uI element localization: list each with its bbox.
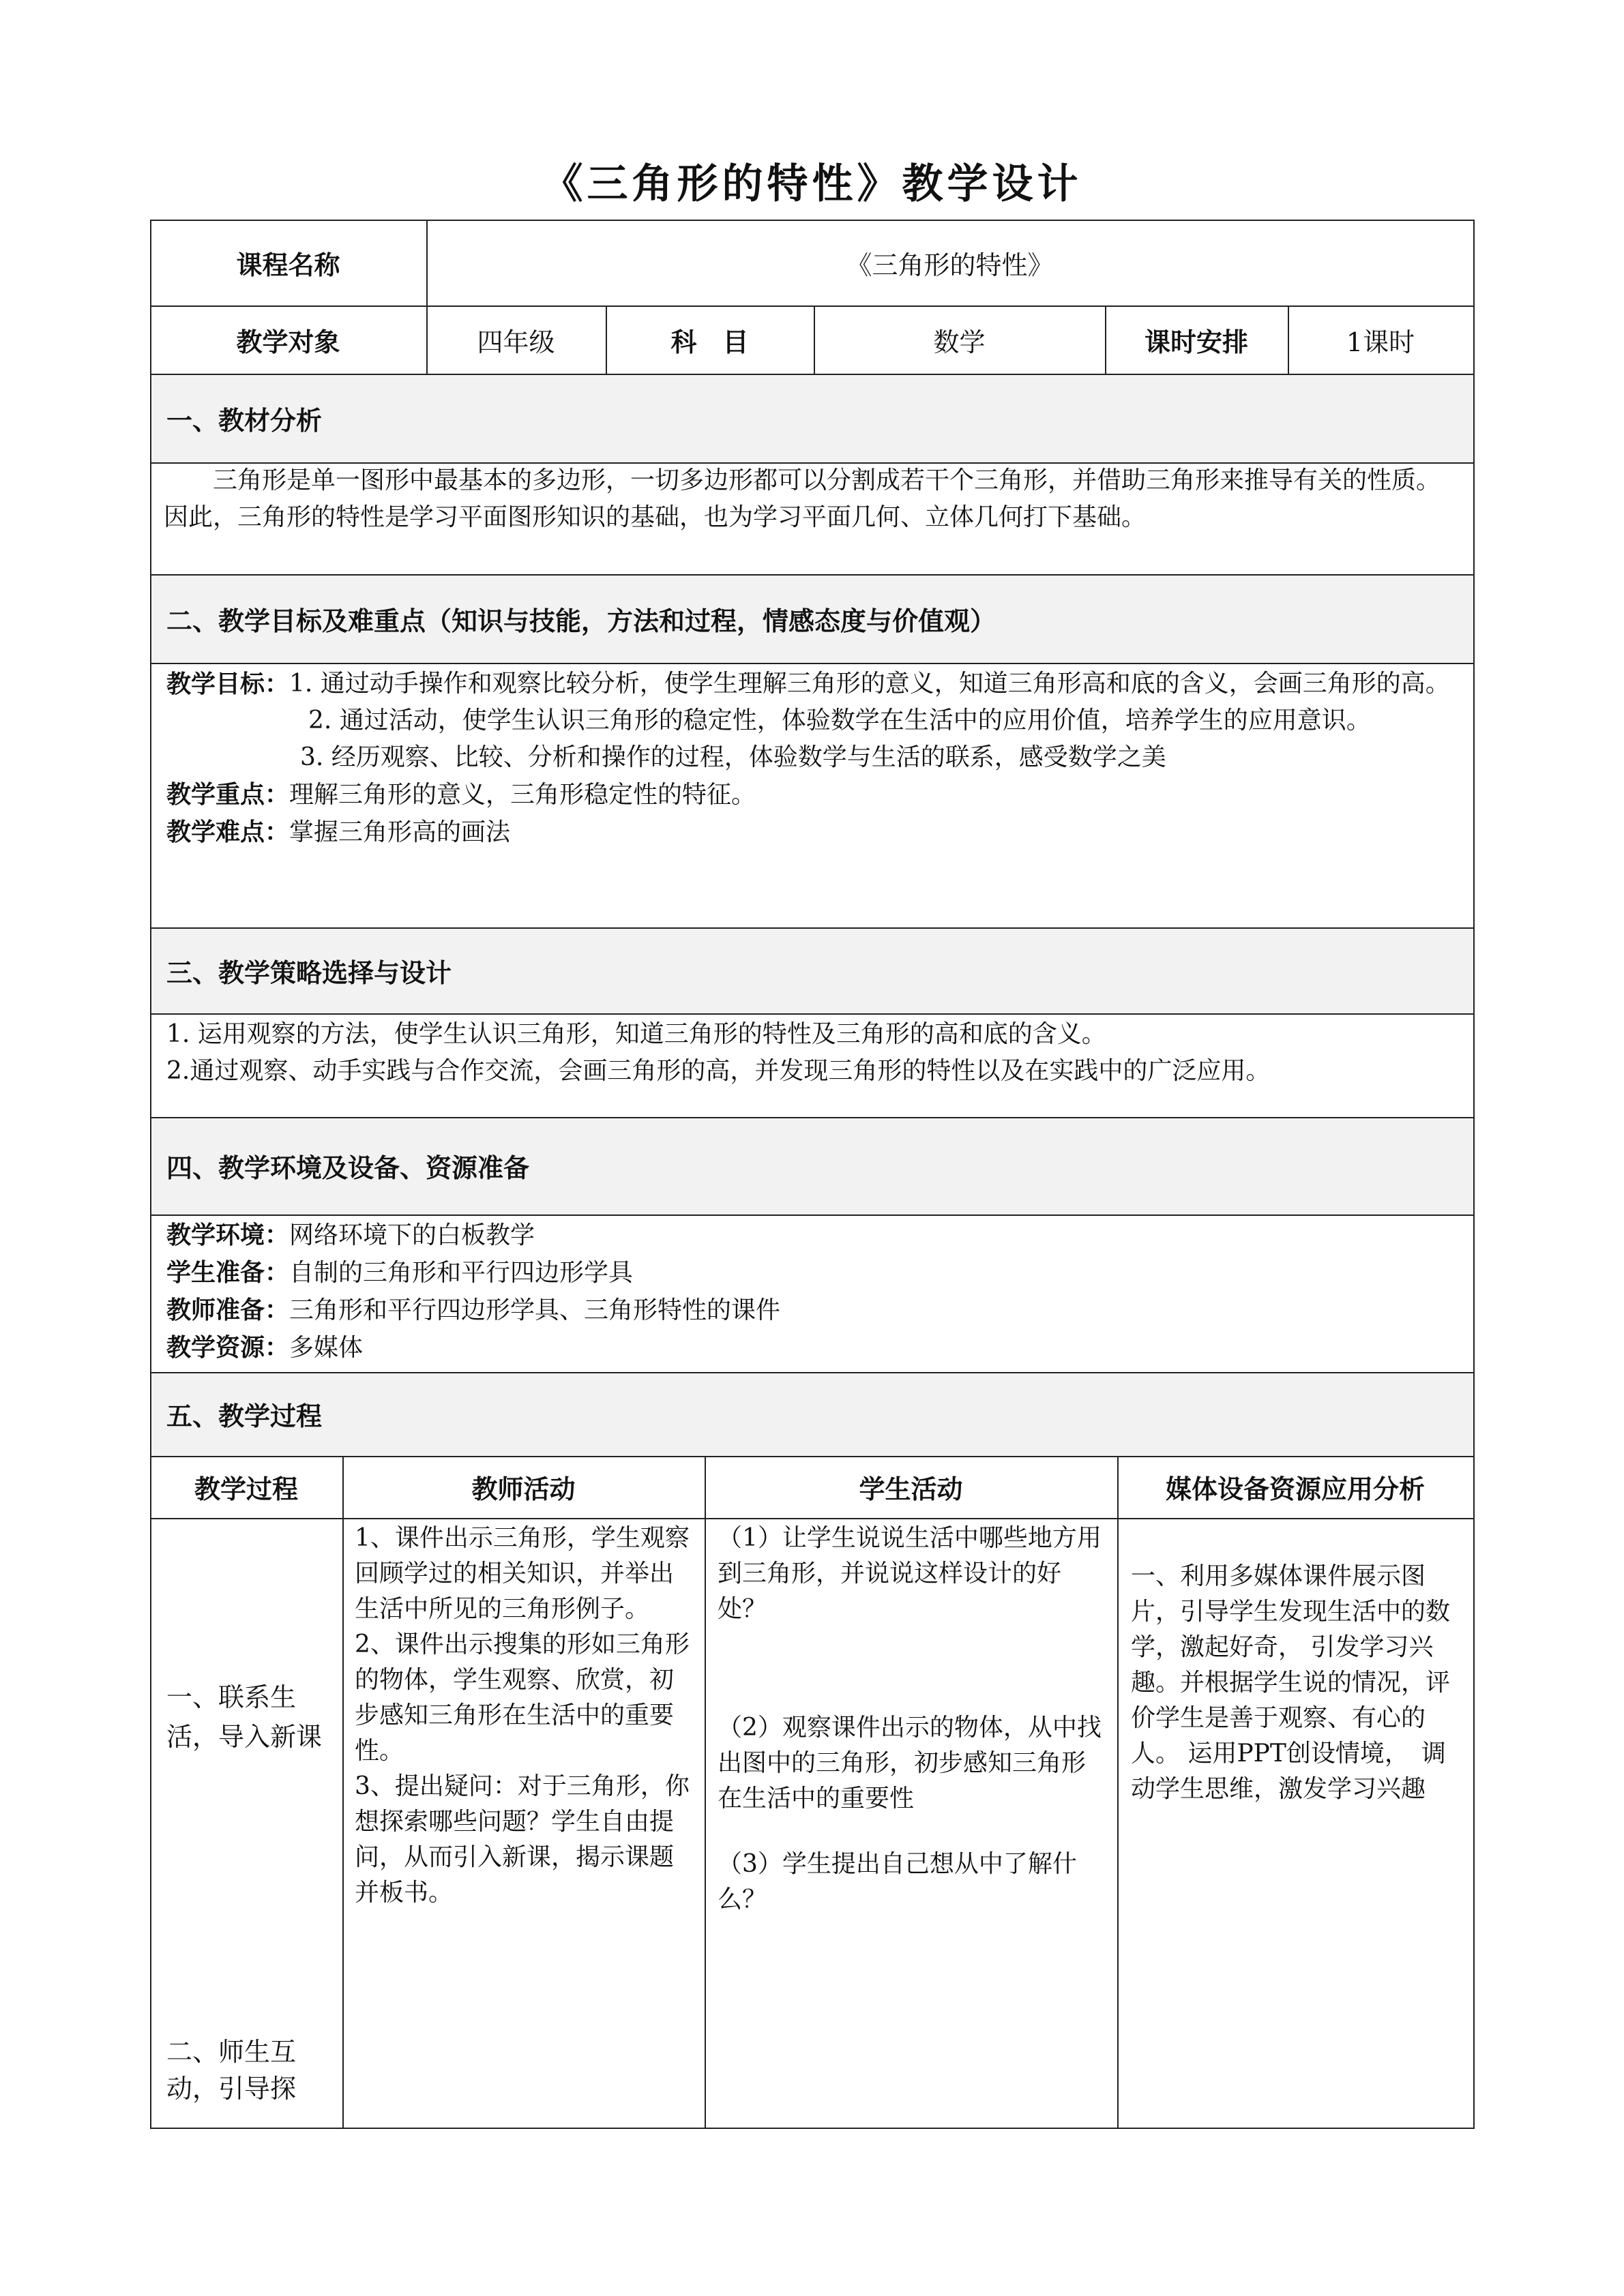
student-activity-1: （1）让学生说说生活中哪些地方用到三角形，并说说这样设计的好处？ [718, 1524, 1102, 1623]
h-line [150, 2128, 1475, 2129]
h-line [150, 1214, 1473, 1216]
env-label: 教学环境： [166, 1221, 290, 1249]
v-line [1473, 220, 1475, 2129]
teacher-prep-label: 教师准备： [166, 1296, 290, 1324]
section-2-title: 二、教学目标及难重点（知识与技能，方法和过程，情感态度与价值观） [166, 605, 996, 636]
section-4-title: 四、教学环境及设备、资源准备 [166, 1152, 530, 1183]
v-line [705, 1456, 706, 2128]
key-label: 教学重点： [166, 780, 290, 809]
course-label: 课程名称 [236, 249, 340, 280]
target-value: 四年级 [477, 327, 555, 357]
section-1-title: 一、教材分析 [166, 404, 323, 436]
section-1-text: 三角形是单一图形中最基本的多边形，一切多边形都可以分割成若干个三角形，并借助三角形来推导有关的性质。因此，三角形的特性是学习平面图形知识的基础，也为学习平面几何、立体几何打下基础。 [164, 466, 1441, 531]
resources-block [166, 1217, 1462, 1372]
resource-text: 多媒体 [289, 1334, 364, 1362]
section-3-title: 三、教学策略选择与设计 [166, 957, 452, 988]
course-value: 《三角形的特性》 [846, 250, 1054, 280]
target-label: 教学对象 [236, 326, 340, 357]
lesson-plan-table [150, 220, 1473, 2129]
h-line [150, 1518, 1473, 1519]
goal-1: 1. 通过动手操作和观察比较分析，使学生理解三角形的意义，知道三角形高和底的含义，会画三角形的高。 [289, 670, 1450, 698]
subject-label: 科 目 [670, 326, 749, 357]
student-prep-label: 学生准备： [166, 1258, 290, 1287]
v-line [1117, 1456, 1119, 2128]
hours-value: 1课时 [1346, 327, 1415, 357]
hours-label: 课时安排 [1144, 326, 1248, 357]
env-text: 网络环境下的白板教学 [289, 1221, 535, 1249]
goals-block [166, 666, 1462, 927]
media-analysis: 一、利用多媒体课件展示图片，引导学生发现生活中的数学，激起好奇， 引发学习兴趣。并根据学生说的情况，评价学生是善于观察、有心的人。 运用PPT创设情境， 调动学生思维，激发学习兴趣 [1131, 1562, 1451, 1803]
difficulty-label: 教学难点： [166, 818, 290, 846]
h-line [150, 663, 1473, 664]
difficulty-text: 掌握三角形高的画法 [289, 818, 511, 846]
stage-2: 二、师生互动，引导探 [166, 2037, 297, 2104]
strategy-line-2: 2.通过观察、动手实践与合作交流，会画三角形的高，并发现三角形的特性以及在实践中的广泛应用。 [166, 1057, 1271, 1085]
process-header-stage: 教学过程 [194, 1474, 298, 1504]
section-5-title: 五、教学过程 [166, 1401, 323, 1431]
stage-1: 一、联系生活，导入新课 [166, 1682, 323, 1752]
v-line [342, 1456, 344, 2128]
strategy-line-1: 1. 运用观察的方法，使学生认识三角形，知道三角形的特性及三角形的高和底的含义。 [166, 1020, 1106, 1048]
resource-label: 教学资源： [166, 1333, 290, 1362]
process-header-teacher: 教师活动 [471, 1474, 576, 1504]
student-activity-2: （2）观察课件出示的物体，从中找出图中的三角形，初步感知三角形在生活中的重要性 [718, 1714, 1102, 1813]
goal-2: 2. 通过活动，使学生认识三角形的稳定性，体验数学在生活中的应用价值，培养学生的应用意识。 [308, 706, 1371, 734]
teacher-activity: 1、课件出示三角形，学生观察回顾学过的相关知识，并举出生活中所见的三角形例子。 2、课件出示搜集的形如三角形的物体，学生观察、欣赏，初步感知三角形在生活中的重要性。 3、提出疑问：对于三角形，你想探索哪些问题？学生自由提问，从而引入新课，揭示课题并板书。 [355, 1524, 690, 1907]
teacher-prep-text: 三角形和平行四边形学具、三角形特性的课件 [289, 1296, 781, 1324]
page-title: 《三角形的特性》教学设计 [542, 160, 1082, 208]
goal-3: 3. 经历观察、比较、分析和操作的过程，体验数学与生活的联系，感受数学之美 [300, 743, 1166, 771]
h-line [150, 1013, 1473, 1015]
key-text: 理解三角形的意义，三角形稳定性的特征。 [289, 781, 756, 809]
process-header-student: 学生活动 [859, 1474, 963, 1504]
subject-value: 数学 [933, 327, 986, 357]
strategy-block [166, 1016, 1462, 1117]
student-activity-3: （3）学生提出自己想从中了解什么？ [718, 1850, 1077, 1913]
student-prep-text: 自制的三角形和平行四边形学具 [289, 1259, 634, 1287]
goals-label: 教学目标： [166, 670, 290, 698]
process-header-media: 媒体设备资源应用分析 [1165, 1474, 1425, 1504]
